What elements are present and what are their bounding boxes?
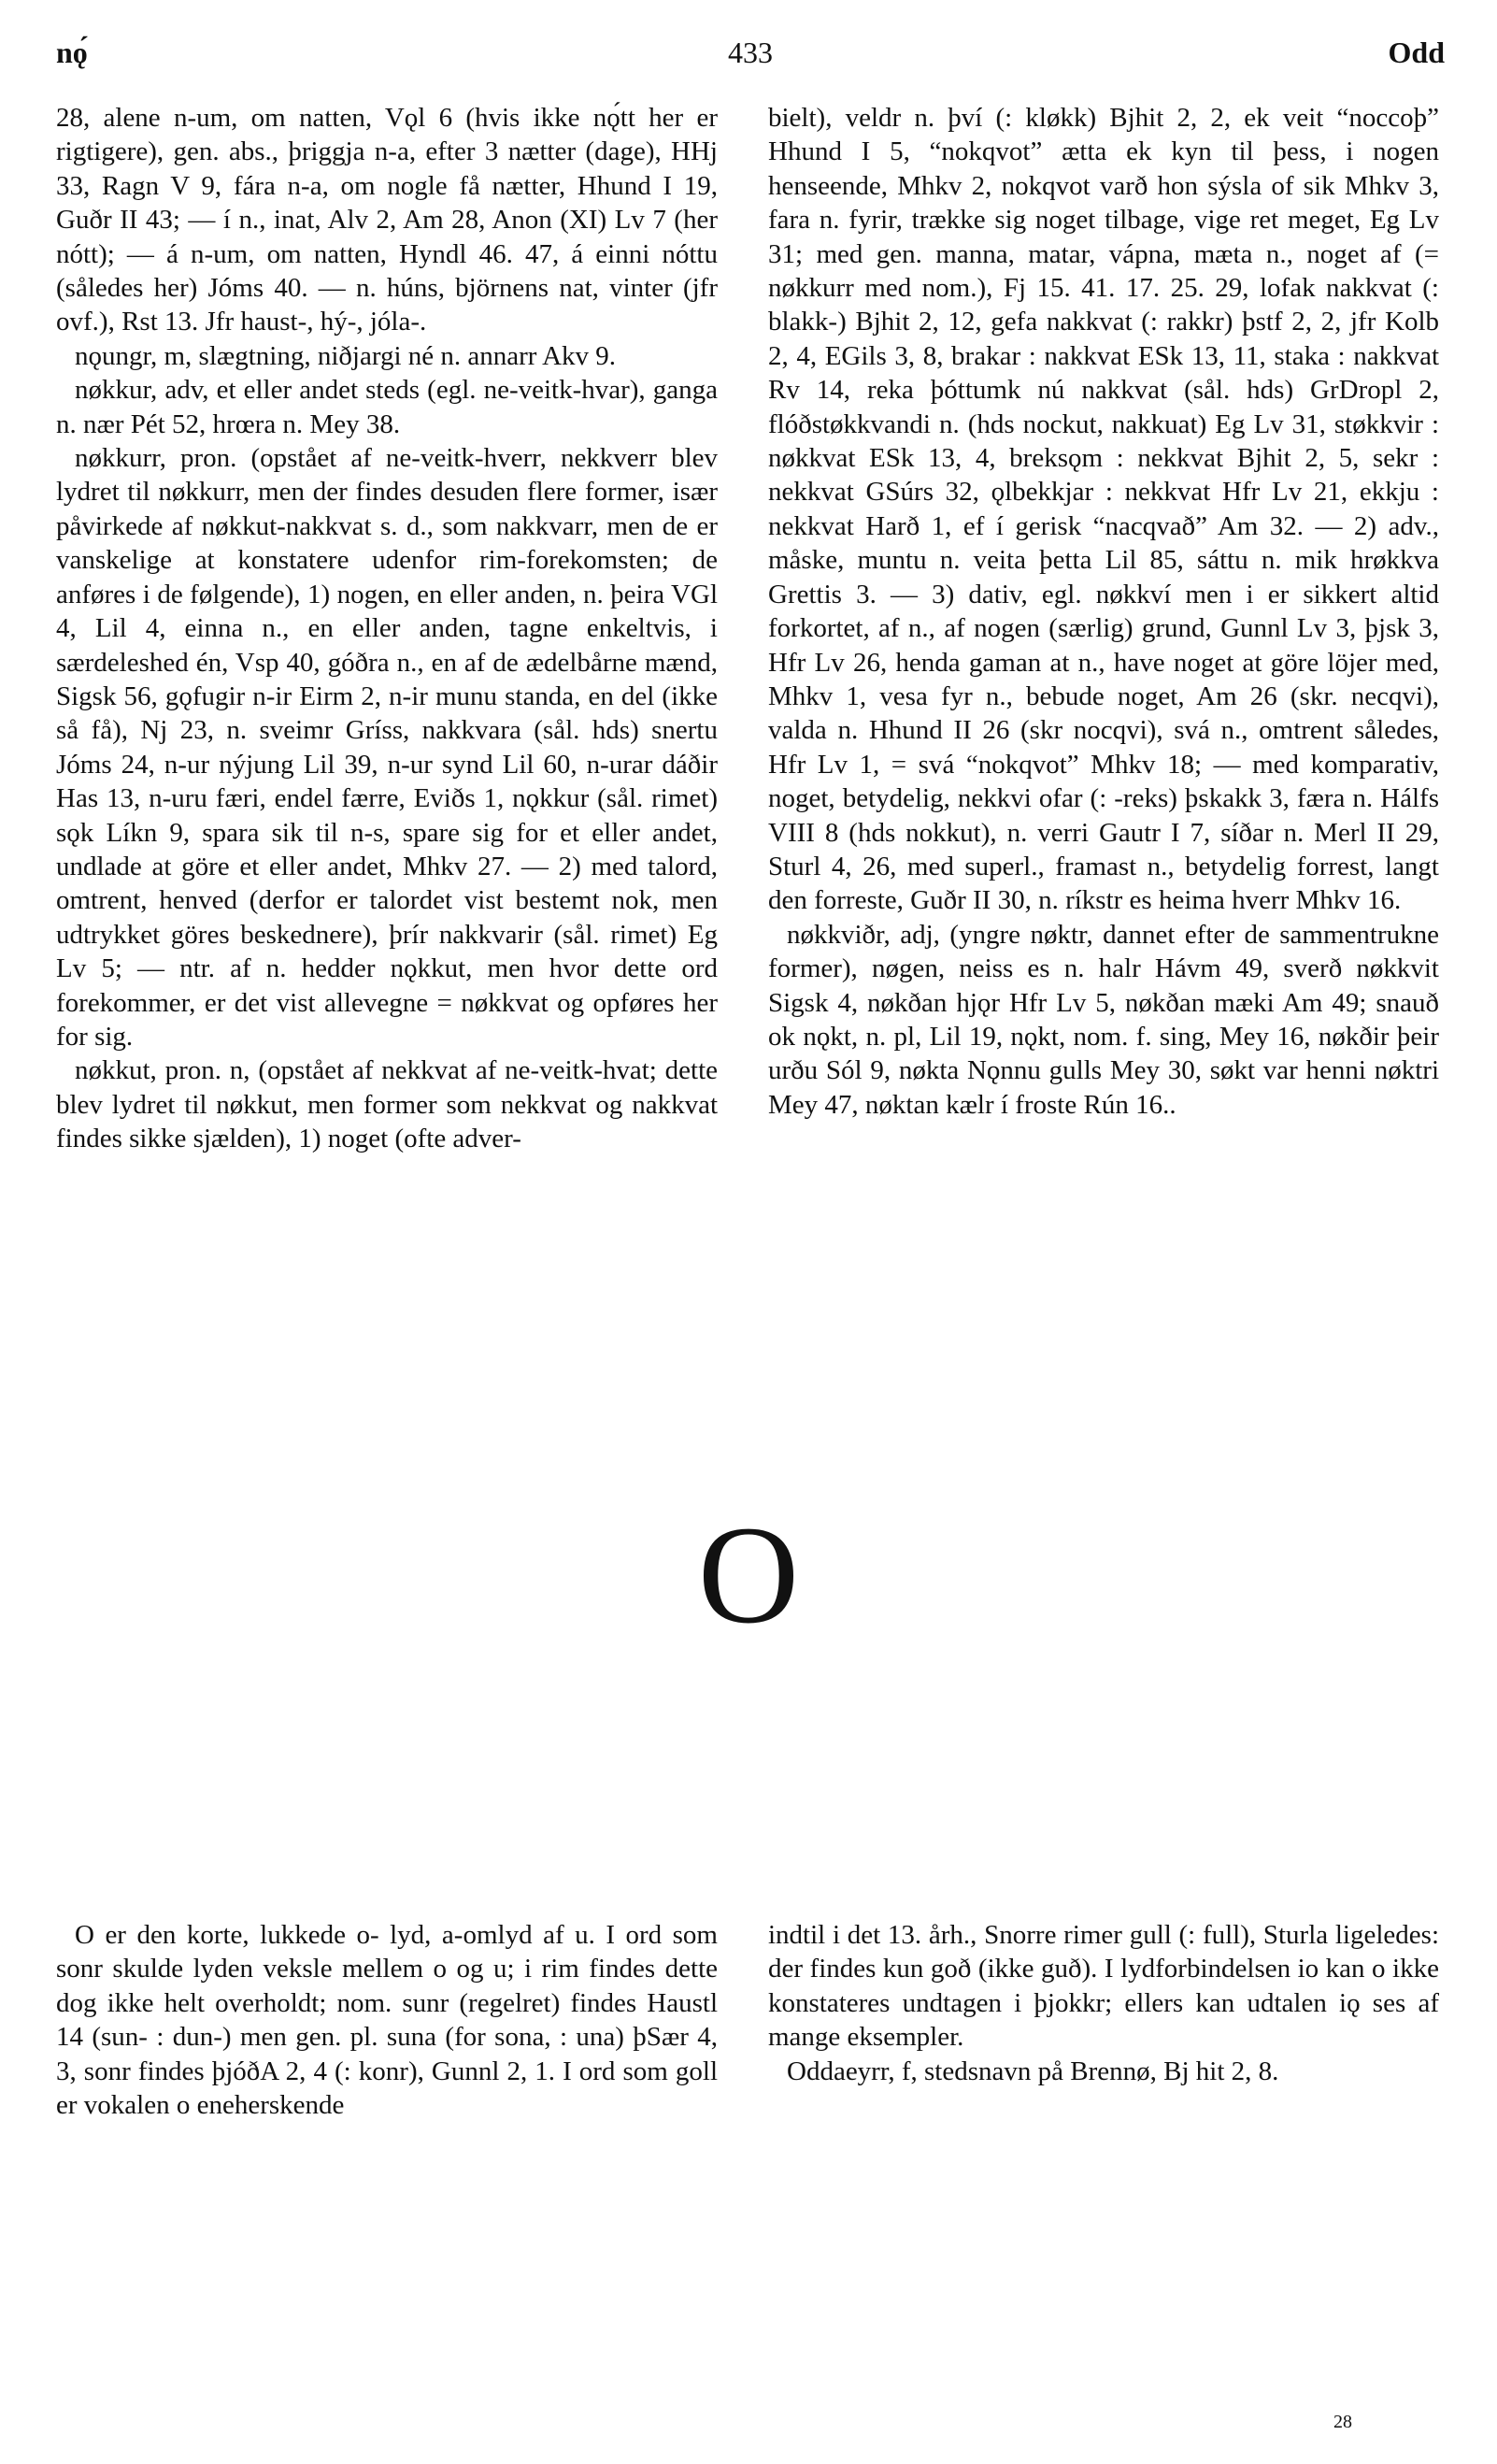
page-header: [56, 36, 1445, 73]
header-left-guideword: nǫ́: [56, 36, 88, 69]
entry-nokkut: nøkkut, pron. n, (opstået af nekkvat af ne-veitk-hvat; dette blev lydret til nøkkut, men former som nekkvat og nakkvat findes sikke sjælden), 1) noget (ofte adver-: [56, 1055, 718, 1154]
entry-nokkut-continuation: bielt), veldr n. því (: kløkk) Bjhit 2, 2, ek veit “noccoþ” Hhund I 5, “nokqvot” ætta ek kyn til þess, i nogen henseende, Mhkv 2, nokqvot varð hon sýsla of sik Mhkv 3, fara n. fyrir, trække sig noget tilbage, vige ret meget, Eg Lv 31; med gen. manna, matar, vápna, mæta n., noget af (= nøkkurr med nom.), Fj 15. 41. 17. 25. 29, lofak nakkvat (: blakk-) Bjhit 2, 12, gefa nakkvat (: rakkr) þstf 2, 2, jfr Kolb 2, 4, EGils 3, 8, brakar : nakkvat ESk 13, 11, staka : nakkvat Rv 14, reka þóttumk nú nakkvat (sål. hds) GrDropl 2, flóðstøkkvandi n. (hds nockut, nakkuat) Eg Lv 31, støkkvir : nøkkvat ESk 13, 4, breksǫm : nekkvat Bjhit 2, 5, sekr : nekkvat GSúrs 32, ǫlbekkjar : nekkvat Hfr Lv 21, ekkju : nekkvat Harð 1, ef í gerisk “nacqvað” Am 32. — 2) adv., måske, muntu n. veita þetta Lil 85, sáttu n. mik hrøkkva Grettis 3. — 3) dativ, egl. nøkkví men i er sikkert altid forkortet, af n., af nogen (særlig) grund, Gunnl Lv 3, þjsk 3, Hfr Lv 26, henda gaman at n., have noget at göre löjer med, Mhkv 1, vesa fyr n., bebude noget, Am 26 (skr. necqvi), valda n. Hhund II 26 (skr nocqvi), svá n., omtrent således, Hfr Lv 1, = svá “nokqvot” Mhkv 18; — med komparativ, noget, betydelig, nekkvi ofar (: -reks) þskakk 3, færa n. Hálfs VIII 8 (hds nokkut), n. verri Gautr I 7, síðar n. Merl II 29, Sturl 4, 26, med superl., framast n., betydelig forrest, langt den forreste, Guðr II 30, n. ríkstr es heima hverr Mhkv 16.: [768, 103, 1439, 916]
entry-nokkurr: nøkkurr, pron. (opstået af ne-veitk-hverr, nekkverr blev lydret til nøkkurr, men der findes desuden flere former, især påvirkede af nøkkut-nakkvat s. d., som nakkvarr, men de er vanskelige at konstatere udenfor rim-forekomsten; de anføres i de følgende), 1) nogen, en eller anden, n. þeira VGl 4, Lil 4, einna n., en eller anden, tagne enkeltvis, i særdeleshed én, Vsp 40, góðra n., en af de ædelbårne mænd, Sigsk 56, gǫfugir n-ir Eirm 2, n-ir munu standa, en del (ikke så få), Nj 23, n. sveimr Gríss, nakkvara (sål. hds) snertu Jóms 24, n-ur nýjung Lil 39, n-ur synd Lil 60, n-urar dáðir Has 13, n-uru færi, endel færre, Eviðs 1, nǫkkur (sål. rimet) sǫk Líkn 9, spara sik til n-s, spare sig for et eller andet, undlade at göre et eller andet, Mhkv 27. — 2) med talord, omtrent, henved (derfor er talordet vist bestemt nok, men udtrykket göres beskednere), þrír nakkvarir (sål. rimet) Eg Lv 5; — ntr. af n. hedder nǫkkut, men hvor dette ord forekommer, er det vist allevegne = nøkkvat og opføres her for sig.: [56, 443, 718, 1052]
entry-continuation: 28, alene n-um, om natten, Vǫl 6 (hvis ikke nǫ́tt her er rigtigere), gen. abs., þriggja n-a, efter 3 nætter (dage), HHj 33, Ragn V 9, fára n-a, om nogle få nætter, Hhund I 19, Guðr II 43; — í n., inat, Alv 2, Am 28, Anon (XI) Lv 7 (her nótt); — á n-um, om natten, Hyndl 46. 47, á einni nóttu (således her) Jóms 40. — n. húns, björnens nat, vinter (jfr ovf.), Rst 13. Jfr haust-, hý-, jóla-.: [56, 103, 718, 337]
page-number: 433: [728, 36, 773, 69]
header-right-guideword: Odd: [1388, 36, 1445, 69]
column-bottom-right: [768, 1918, 1439, 2088]
signature-mark: 28: [1333, 2412, 1352, 2432]
column-bottom-left: [56, 1918, 718, 2122]
column-top-left: [56, 101, 718, 1156]
o-introduction: O er den korte, lukkede o- lyd, a-omlyd af u. I ord som sonr skulde lyden veksle mellem o og u; i rim findes dette dog ikke helt overholdt; nom. sunr (regelret) findes Haustl 14 (sun- : dun-) men gen. pl. suna (for sona, : una) þSær 4, 3, sonr findes þjóðA 2, 4 (: konr), Gunnl 2, 1. I ord som goll er vokalen o eneherskende: [56, 1920, 718, 2121]
column-top-right: [768, 101, 1439, 1122]
entry-oddaeyrr: Oddaeyrr, f, stedsnavn på Brennø, Bj hit 2, 8.: [787, 2056, 1279, 2086]
entry-nqungr: nǫungr, m, slægtning, niðjargi né n. annarr Akv 9.: [75, 340, 617, 371]
entry-nokkvidr: nøkkviðr, adj, (yngre nøktr, dannet efter de sammentrukne former), nøgen, neiss es n. halr Hávm 49, sverð nøkkvit Sigsk 4, nøkðan hjǫr Hfr Lv 5, nøkðan mæki Am 49; snauð ok nǫkt, n. pl, Lil 19, nǫkt, nom. f. sing, Mey 16, nøkðir þeir urðu Sól 9, nøkta Nǫnnu gulls Mey 30, søkt var henni nøktri Mey 47, nøktan kælr í froste Rún 16..: [768, 919, 1439, 1120]
entry-nokkur-adv: nøkkur, adv, et eller andet steds (egl. ne-veitk-hvar), ganga n. nær Pét 52, hrœra n. Mey 38.: [56, 375, 718, 439]
o-introduction-continuation: indtil i det 13. årh., Snorre rimer gull (: full), Sturla ligeledes: der findes kun goð (ikke guð). I lydforbindelsen io kan o ikke konstateres undtagen i þjokkr; ellers kan udtalen iǫ ses af mange eksempler.: [768, 1920, 1439, 2053]
section-letter-heading: O: [697, 1497, 800, 1653]
